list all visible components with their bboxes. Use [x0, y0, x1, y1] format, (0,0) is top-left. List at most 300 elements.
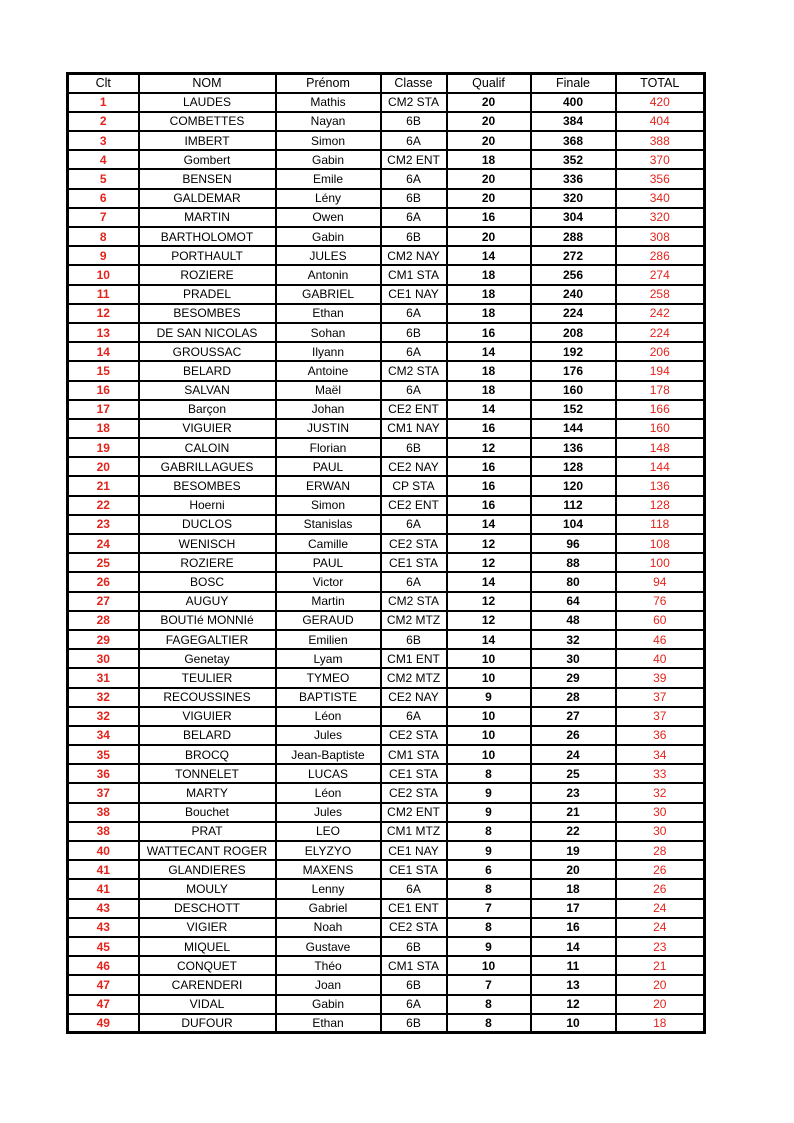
table-row [68, 361, 705, 380]
cell-class: CE1 NAY [381, 285, 447, 304]
cell-firstname: Gabin [276, 150, 381, 169]
cell-finale: 17 [531, 899, 616, 918]
cell-finale: 29 [531, 668, 616, 687]
cell-qualif: 14 [447, 342, 531, 361]
cell-rank: 41 [68, 860, 139, 879]
cell-firstname: Camille [276, 534, 381, 553]
cell-name: SALVAN [139, 381, 276, 400]
cell-name: BELARD [139, 361, 276, 380]
cell-finale: 368 [531, 131, 616, 150]
table-row [68, 476, 705, 495]
cell-class: CM2 STA [381, 361, 447, 380]
cell-name: BESOMBES [139, 476, 276, 495]
cell-name: ROZIERE [139, 553, 276, 572]
table-row [68, 803, 705, 822]
table-row [68, 668, 705, 687]
cell-total: 206 [616, 342, 705, 361]
cell-name: Gombert [139, 150, 276, 169]
cell-finale: 304 [531, 208, 616, 227]
cell-class: 6B [381, 189, 447, 208]
cell-total: 340 [616, 189, 705, 208]
cell-firstname: Stanislas [276, 515, 381, 534]
cell-qualif: 12 [447, 438, 531, 457]
cell-rank: 49 [68, 1014, 139, 1033]
table-row [68, 764, 705, 783]
table-row [68, 630, 705, 649]
cell-class: CE2 NAY [381, 457, 447, 476]
cell-name: Bouchet [139, 803, 276, 822]
cell-total: 370 [616, 150, 705, 169]
cell-firstname: Martin [276, 592, 381, 611]
cell-firstname: Lyam [276, 649, 381, 668]
table-row [68, 515, 705, 534]
cell-rank: 3 [68, 131, 139, 150]
cell-rank: 22 [68, 496, 139, 515]
cell-qualif: 14 [447, 572, 531, 591]
table-row [68, 419, 705, 438]
cell-finale: 320 [531, 189, 616, 208]
cell-name: WATTECANT ROGER [139, 841, 276, 860]
cell-firstname: Maël [276, 381, 381, 400]
cell-rank: 47 [68, 995, 139, 1014]
cell-firstname: Mathis [276, 93, 381, 112]
cell-name: IMBERT [139, 131, 276, 150]
cell-class: CM2 ENT [381, 150, 447, 169]
cell-qualif: 10 [447, 726, 531, 745]
cell-firstname: GERAUD [276, 611, 381, 630]
cell-finale: 400 [531, 93, 616, 112]
cell-finale: 21 [531, 803, 616, 822]
cell-qualif: 8 [447, 879, 531, 898]
cell-total: 274 [616, 265, 705, 284]
cell-qualif: 9 [447, 803, 531, 822]
cell-finale: 160 [531, 381, 616, 400]
table-row [68, 342, 705, 361]
cell-total: 166 [616, 400, 705, 419]
cell-finale: 224 [531, 304, 616, 323]
cell-qualif: 8 [447, 995, 531, 1014]
cell-total: 39 [616, 668, 705, 687]
cell-firstname: JUSTIN [276, 419, 381, 438]
cell-qualif: 12 [447, 611, 531, 630]
cell-rank: 28 [68, 611, 139, 630]
cell-name: PORTHAULT [139, 246, 276, 265]
cell-name: RECOUSSINES [139, 688, 276, 707]
cell-class: 6A [381, 169, 447, 188]
table-row [68, 707, 705, 726]
cell-class: CM1 NAY [381, 419, 447, 438]
cell-firstname: ERWAN [276, 476, 381, 495]
cell-name: GALDEMAR [139, 189, 276, 208]
cell-class: CE2 ENT [381, 496, 447, 515]
cell-total: 258 [616, 285, 705, 304]
cell-finale: 80 [531, 572, 616, 591]
cell-rank: 1 [68, 93, 139, 112]
cell-rank: 26 [68, 572, 139, 591]
cell-qualif: 7 [447, 975, 531, 994]
cell-name: BOUTIé MONNIé [139, 611, 276, 630]
cell-qualif: 16 [447, 419, 531, 438]
cell-name: DE SAN NICOLAS [139, 323, 276, 342]
cell-class: CE1 STA [381, 860, 447, 879]
cell-total: 21 [616, 956, 705, 975]
cell-firstname: JULES [276, 246, 381, 265]
cell-firstname: Joan [276, 975, 381, 994]
cell-qualif: 16 [447, 208, 531, 227]
cell-finale: 288 [531, 227, 616, 246]
cell-qualif: 9 [447, 937, 531, 956]
cell-finale: 352 [531, 150, 616, 169]
cell-total: 286 [616, 246, 705, 265]
cell-rank: 47 [68, 975, 139, 994]
cell-qualif: 18 [447, 361, 531, 380]
cell-total: 23 [616, 937, 705, 956]
table-row [68, 995, 705, 1014]
cell-qualif: 8 [447, 1014, 531, 1033]
cell-finale: 23 [531, 783, 616, 802]
cell-total: 178 [616, 381, 705, 400]
cell-qualif: 12 [447, 592, 531, 611]
table-row [68, 400, 705, 419]
cell-total: 94 [616, 572, 705, 591]
cell-firstname: Antoine [276, 361, 381, 380]
cell-rank: 46 [68, 956, 139, 975]
cell-rank: 35 [68, 745, 139, 764]
cell-name: BOSC [139, 572, 276, 591]
cell-total: 160 [616, 419, 705, 438]
cell-qualif: 9 [447, 688, 531, 707]
cell-total: 46 [616, 630, 705, 649]
cell-name: MARTY [139, 783, 276, 802]
cell-finale: 256 [531, 265, 616, 284]
cell-qualif: 20 [447, 112, 531, 131]
cell-class: 6B [381, 323, 447, 342]
cell-name: TONNELET [139, 764, 276, 783]
cell-firstname: Simon [276, 131, 381, 150]
cell-qualif: 16 [447, 457, 531, 476]
cell-rank: 29 [68, 630, 139, 649]
table-row [68, 150, 705, 169]
cell-rank: 9 [68, 246, 139, 265]
cell-rank: 10 [68, 265, 139, 284]
cell-firstname: Sohan [276, 323, 381, 342]
cell-finale: 28 [531, 688, 616, 707]
cell-finale: 128 [531, 457, 616, 476]
cell-total: 18 [616, 1014, 705, 1033]
cell-class: CM2 STA [381, 592, 447, 611]
cell-rank: 20 [68, 457, 139, 476]
cell-total: 37 [616, 688, 705, 707]
cell-finale: 64 [531, 592, 616, 611]
cell-total: 34 [616, 745, 705, 764]
cell-qualif: 10 [447, 668, 531, 687]
cell-rank: 38 [68, 822, 139, 841]
cell-total: 20 [616, 995, 705, 1014]
cell-rank: 38 [68, 803, 139, 822]
header-classe: Classe [381, 74, 447, 93]
cell-name: CALOIN [139, 438, 276, 457]
cell-qualif: 18 [447, 304, 531, 323]
cell-finale: 12 [531, 995, 616, 1014]
cell-class: CE2 STA [381, 726, 447, 745]
table-row [68, 246, 705, 265]
cell-finale: 272 [531, 246, 616, 265]
cell-rank: 21 [68, 476, 139, 495]
cell-qualif: 8 [447, 764, 531, 783]
cell-firstname: GABRIEL [276, 285, 381, 304]
cell-name: WENISCH [139, 534, 276, 553]
cell-rank: 11 [68, 285, 139, 304]
cell-finale: 22 [531, 822, 616, 841]
cell-firstname: Gustave [276, 937, 381, 956]
cell-name: CONQUET [139, 956, 276, 975]
cell-class: CE2 STA [381, 783, 447, 802]
cell-qualif: 20 [447, 93, 531, 112]
cell-rank: 45 [68, 937, 139, 956]
cell-rank: 14 [68, 342, 139, 361]
cell-firstname: Ethan [276, 304, 381, 323]
table-row [68, 649, 705, 668]
cell-rank: 19 [68, 438, 139, 457]
cell-class: 6A [381, 995, 447, 1014]
cell-qualif: 14 [447, 630, 531, 649]
cell-total: 76 [616, 592, 705, 611]
cell-name: MOULY [139, 879, 276, 898]
cell-firstname: Gabriel [276, 899, 381, 918]
cell-name: ROZIERE [139, 265, 276, 284]
cell-firstname: Gabin [276, 995, 381, 1014]
cell-qualif: 20 [447, 227, 531, 246]
cell-finale: 88 [531, 553, 616, 572]
cell-total: 108 [616, 534, 705, 553]
cell-qualif: 16 [447, 476, 531, 495]
cell-class: CM2 NAY [381, 246, 447, 265]
cell-name: MARTIN [139, 208, 276, 227]
header-clt: Clt [68, 74, 139, 93]
cell-finale: 96 [531, 534, 616, 553]
cell-firstname: Ethan [276, 1014, 381, 1033]
table-row [68, 879, 705, 898]
cell-name: VIDAL [139, 995, 276, 1014]
cell-firstname: Jean-Baptiste [276, 745, 381, 764]
cell-class: 6A [381, 572, 447, 591]
cell-name: VIGIER [139, 918, 276, 937]
cell-firstname: Antonin [276, 265, 381, 284]
cell-firstname: Léon [276, 707, 381, 726]
cell-total: 36 [616, 726, 705, 745]
table-row [68, 611, 705, 630]
cell-total: 356 [616, 169, 705, 188]
cell-class: CM2 STA [381, 93, 447, 112]
cell-name: AUGUY [139, 592, 276, 611]
cell-rank: 40 [68, 841, 139, 860]
cell-rank: 32 [68, 707, 139, 726]
cell-qualif: 16 [447, 496, 531, 515]
cell-name: CARENDERI [139, 975, 276, 994]
cell-firstname: Florian [276, 438, 381, 457]
cell-finale: 144 [531, 419, 616, 438]
cell-finale: 13 [531, 975, 616, 994]
table-row [68, 1014, 705, 1033]
cell-rank: 7 [68, 208, 139, 227]
cell-finale: 27 [531, 707, 616, 726]
cell-finale: 384 [531, 112, 616, 131]
table-row [68, 841, 705, 860]
cell-finale: 104 [531, 515, 616, 534]
cell-total: 144 [616, 457, 705, 476]
table-row [68, 726, 705, 745]
cell-finale: 32 [531, 630, 616, 649]
cell-rank: 25 [68, 553, 139, 572]
table-row [68, 553, 705, 572]
cell-qualif: 20 [447, 169, 531, 188]
cell-firstname: BAPTISTE [276, 688, 381, 707]
cell-total: 26 [616, 860, 705, 879]
cell-class: 6B [381, 438, 447, 457]
cell-finale: 240 [531, 285, 616, 304]
table-row [68, 438, 705, 457]
cell-finale: 136 [531, 438, 616, 457]
cell-qualif: 9 [447, 783, 531, 802]
cell-firstname: PAUL [276, 457, 381, 476]
cell-name: LAUDES [139, 93, 276, 112]
cell-rank: 43 [68, 899, 139, 918]
cell-firstname: Ilyann [276, 342, 381, 361]
cell-class: CE1 STA [381, 764, 447, 783]
cell-firstname: LUCAS [276, 764, 381, 783]
cell-total: 30 [616, 803, 705, 822]
cell-finale: 19 [531, 841, 616, 860]
cell-rank: 30 [68, 649, 139, 668]
cell-total: 118 [616, 515, 705, 534]
cell-name: GABRILLAGUES [139, 457, 276, 476]
cell-firstname: Noah [276, 918, 381, 937]
cell-firstname: Nayan [276, 112, 381, 131]
cell-finale: 25 [531, 764, 616, 783]
cell-rank: 32 [68, 688, 139, 707]
cell-class: CE2 STA [381, 918, 447, 937]
cell-rank: 23 [68, 515, 139, 534]
table-row [68, 93, 705, 112]
cell-name: COMBETTES [139, 112, 276, 131]
cell-qualif: 10 [447, 649, 531, 668]
table-row [68, 975, 705, 994]
cell-class: CM2 ENT [381, 803, 447, 822]
cell-name: BROCQ [139, 745, 276, 764]
cell-firstname: Emile [276, 169, 381, 188]
cell-rank: 37 [68, 783, 139, 802]
table-row [68, 304, 705, 323]
cell-finale: 18 [531, 879, 616, 898]
cell-name: DESCHOTT [139, 899, 276, 918]
cell-finale: 336 [531, 169, 616, 188]
table-row [68, 265, 705, 284]
cell-total: 26 [616, 879, 705, 898]
cell-class: 6A [381, 342, 447, 361]
cell-name: BENSEN [139, 169, 276, 188]
cell-class: 6A [381, 208, 447, 227]
cell-total: 404 [616, 112, 705, 131]
cell-rank: 27 [68, 592, 139, 611]
cell-finale: 120 [531, 476, 616, 495]
table-row [68, 534, 705, 553]
table-row [68, 169, 705, 188]
cell-qualif: 18 [447, 381, 531, 400]
cell-firstname: Simon [276, 496, 381, 515]
cell-rank: 13 [68, 323, 139, 342]
cell-qualif: 16 [447, 323, 531, 342]
cell-firstname: Johan [276, 400, 381, 419]
cell-qualif: 10 [447, 956, 531, 975]
cell-firstname: LEO [276, 822, 381, 841]
cell-total: 420 [616, 93, 705, 112]
table-row [68, 592, 705, 611]
cell-name: Hoerni [139, 496, 276, 515]
cell-class: 6B [381, 975, 447, 994]
cell-firstname: Emilien [276, 630, 381, 649]
cell-qualif: 6 [447, 860, 531, 879]
cell-class: CE2 STA [381, 534, 447, 553]
cell-qualif: 9 [447, 841, 531, 860]
table-row [68, 112, 705, 131]
table-row [68, 496, 705, 515]
cell-finale: 10 [531, 1014, 616, 1033]
cell-total: 20 [616, 975, 705, 994]
table-row [68, 572, 705, 591]
table-row [68, 457, 705, 476]
cell-qualif: 8 [447, 918, 531, 937]
cell-rank: 18 [68, 419, 139, 438]
cell-name: BARTHOLOMOT [139, 227, 276, 246]
cell-qualif: 7 [447, 899, 531, 918]
cell-firstname: Jules [276, 803, 381, 822]
cell-qualif: 18 [447, 150, 531, 169]
cell-qualif: 8 [447, 822, 531, 841]
cell-class: 6A [381, 381, 447, 400]
cell-class: 6A [381, 707, 447, 726]
cell-rank: 17 [68, 400, 139, 419]
cell-total: 388 [616, 131, 705, 150]
cell-total: 40 [616, 649, 705, 668]
cell-total: 194 [616, 361, 705, 380]
cell-name: GLANDIERES [139, 860, 276, 879]
cell-rank: 15 [68, 361, 139, 380]
cell-class: 6B [381, 630, 447, 649]
table-row [68, 285, 705, 304]
cell-firstname: Victor [276, 572, 381, 591]
cell-qualif: 14 [447, 400, 531, 419]
cell-class: CM1 MTZ [381, 822, 447, 841]
cell-class: CE1 STA [381, 553, 447, 572]
cell-finale: 26 [531, 726, 616, 745]
cell-rank: 4 [68, 150, 139, 169]
cell-firstname: Owen [276, 208, 381, 227]
cell-firstname: ELYZYO [276, 841, 381, 860]
cell-name: VIGUIER [139, 707, 276, 726]
cell-class: CM2 MTZ [381, 668, 447, 687]
cell-total: 30 [616, 822, 705, 841]
cell-total: 24 [616, 899, 705, 918]
cell-total: 128 [616, 496, 705, 515]
cell-finale: 14 [531, 937, 616, 956]
cell-name: PRADEL [139, 285, 276, 304]
cell-name: TEULIER [139, 668, 276, 687]
cell-class: CE2 ENT [381, 400, 447, 419]
cell-class: CM1 STA [381, 956, 447, 975]
cell-name: GROUSSAC [139, 342, 276, 361]
table-row [68, 688, 705, 707]
cell-name: DUCLOS [139, 515, 276, 534]
